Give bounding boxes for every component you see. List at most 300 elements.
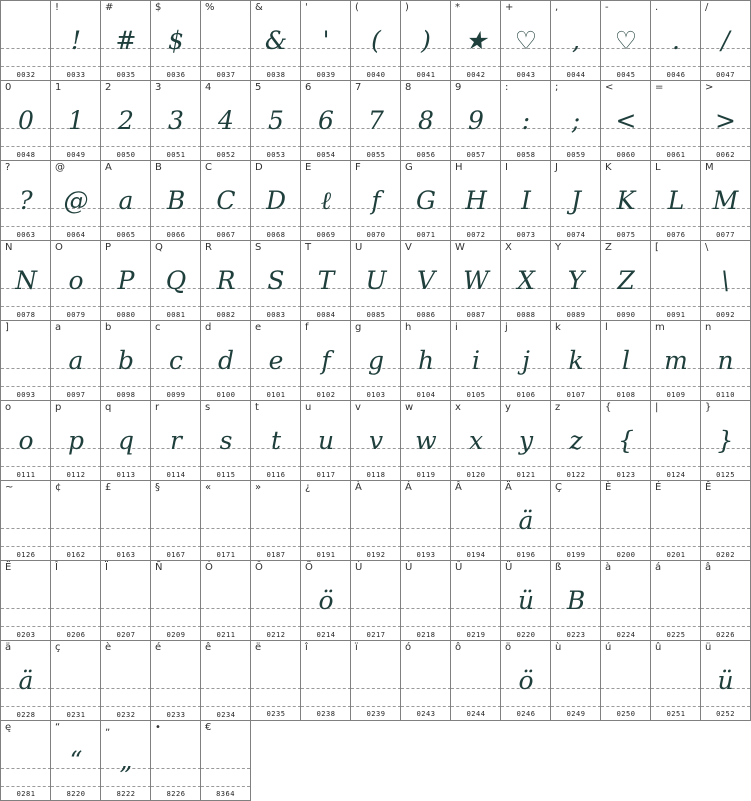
- glyph-sample: [51, 659, 101, 703]
- glyph-cell[interactable]: [700, 80, 751, 161]
- glyph-cell[interactable]: [0, 160, 51, 241]
- character-label: F: [355, 162, 361, 173]
- glyph-cell[interactable]: [0, 720, 51, 801]
- glyph-cell[interactable]: [350, 320, 401, 401]
- glyph-cell[interactable]: [150, 640, 201, 721]
- unicode-code: 8222: [116, 790, 136, 798]
- descender-guide: [651, 226, 701, 227]
- descender-guide: [301, 386, 351, 387]
- descender-guide: [51, 546, 101, 547]
- unicode-code: 8220: [66, 790, 86, 798]
- descender-guide: [401, 306, 451, 307]
- unicode-code: 0103: [366, 391, 386, 399]
- glyph-cell[interactable]: [250, 640, 301, 721]
- glyph-cell[interactable]: [700, 400, 751, 481]
- glyph-cell[interactable]: [550, 560, 601, 641]
- glyph-cell[interactable]: [350, 560, 401, 641]
- descender-guide: [151, 66, 201, 67]
- glyph-cell[interactable]: [50, 480, 101, 561]
- unicode-code: 0116: [266, 471, 286, 479]
- descender-guide: [701, 466, 750, 467]
- glyph-sample: [651, 659, 701, 703]
- glyph-cell[interactable]: [500, 0, 551, 81]
- glyph-cell[interactable]: [50, 0, 101, 81]
- glyph-cell[interactable]: [500, 480, 551, 561]
- glyph-cell[interactable]: [450, 640, 501, 721]
- unicode-code: 0037: [216, 71, 236, 79]
- glyph-cell[interactable]: [300, 480, 351, 561]
- glyph-cell[interactable]: [650, 0, 701, 81]
- glyph-cell[interactable]: [0, 400, 51, 481]
- unicode-code: 0187: [266, 551, 286, 559]
- character-label: v: [355, 402, 361, 413]
- glyph-cell[interactable]: [650, 320, 701, 401]
- glyph-sample: [651, 499, 701, 543]
- glyph-cell[interactable]: [150, 720, 201, 801]
- glyph-cell[interactable]: [250, 80, 301, 161]
- character-label: q: [105, 402, 112, 413]
- descender-guide: [51, 66, 101, 67]
- glyph-cell[interactable]: [100, 720, 151, 801]
- character-label: 1: [55, 82, 62, 93]
- glyph-cell[interactable]: [50, 320, 101, 401]
- glyph-sample: 2: [118, 106, 134, 135]
- glyph-cell[interactable]: [400, 240, 451, 321]
- descender-guide: [601, 546, 651, 547]
- character-label: .: [655, 2, 659, 13]
- glyph-cell[interactable]: [250, 480, 301, 561]
- glyph-cell[interactable]: [650, 160, 701, 241]
- glyph-cell[interactable]: [600, 320, 651, 401]
- glyph-cell[interactable]: [500, 640, 551, 721]
- descender-guide: [551, 66, 601, 67]
- descender-guide: [151, 706, 201, 707]
- unicode-code: 0086: [416, 311, 436, 319]
- glyph-cell[interactable]: [650, 400, 701, 481]
- glyph-cell[interactable]: [150, 0, 201, 81]
- character-label: Ó: [205, 562, 213, 573]
- glyph-cell[interactable]: [100, 0, 151, 81]
- character-label: M: [705, 162, 714, 173]
- glyph-sample: P: [117, 266, 135, 295]
- glyph-cell[interactable]: [500, 240, 551, 321]
- descender-guide: [651, 466, 701, 467]
- glyph-cell[interactable]: [350, 640, 401, 721]
- glyph-cell[interactable]: [50, 240, 101, 321]
- glyph-cell[interactable]: [350, 160, 401, 241]
- descender-guide: [201, 706, 251, 707]
- unicode-code: 0111: [16, 471, 36, 479]
- character-label: è: [105, 642, 112, 653]
- descender-guide: [351, 306, 401, 307]
- glyph-sample: [651, 419, 701, 463]
- unicode-code: 0047: [716, 71, 735, 79]
- glyph-cell[interactable]: [450, 240, 501, 321]
- glyph-sample: 1: [68, 106, 84, 135]
- glyph-cell[interactable]: [600, 640, 651, 721]
- glyph-cell[interactable]: [650, 560, 701, 641]
- glyph-cell[interactable]: [650, 480, 701, 561]
- character-label: ': [305, 2, 308, 13]
- glyph-cell[interactable]: [650, 240, 701, 321]
- unicode-code: 0089: [566, 311, 586, 319]
- glyph-cell[interactable]: [50, 640, 101, 721]
- unicode-code: 0065: [116, 231, 136, 239]
- descender-guide: [501, 706, 551, 707]
- glyph-sample: >: [715, 106, 736, 135]
- character-label: T: [305, 242, 312, 253]
- character-label: Ú: [405, 562, 413, 573]
- glyph-cell[interactable]: [500, 160, 551, 241]
- unicode-code: 0075: [616, 231, 636, 239]
- descender-guide: [701, 306, 750, 307]
- glyph-sample: [451, 659, 501, 703]
- glyph-cell[interactable]: [400, 80, 451, 161]
- unicode-code: 0049: [66, 151, 86, 159]
- glyph-cell[interactable]: [200, 80, 251, 161]
- descender-guide: [201, 306, 251, 307]
- glyph-cell[interactable]: [700, 560, 751, 641]
- glyph-cell[interactable]: [200, 240, 251, 321]
- descender-guide: [601, 626, 651, 627]
- glyph-cell[interactable]: [600, 240, 651, 321]
- glyph-cell[interactable]: [200, 320, 251, 401]
- glyph-sample: i: [472, 346, 480, 375]
- glyph-sample: [251, 579, 301, 623]
- glyph-cell[interactable]: [150, 160, 201, 241]
- descender-guide: [601, 146, 651, 147]
- glyph-sample: [151, 579, 201, 623]
- glyph-cell[interactable]: [200, 480, 251, 561]
- unicode-code: 0251: [666, 710, 686, 718]
- glyph-sample: M: [712, 186, 739, 215]
- descender-guide: [51, 706, 101, 707]
- glyph-cell[interactable]: [400, 0, 451, 81]
- glyph-sample: b: [117, 346, 134, 375]
- glyph-cell[interactable]: [100, 80, 151, 161]
- glyph-cell[interactable]: [300, 160, 351, 241]
- glyph-cell[interactable]: [0, 560, 51, 641]
- character-label: l: [605, 322, 608, 333]
- character-label: !: [55, 2, 60, 13]
- glyph-cell[interactable]: [150, 480, 201, 561]
- glyph-sample: [101, 579, 151, 623]
- glyph-cell[interactable]: [150, 400, 201, 481]
- glyph-cell[interactable]: [300, 400, 351, 481]
- glyph-cell[interactable]: [700, 480, 751, 561]
- unicode-code: 0232: [116, 711, 136, 719]
- glyph-cell[interactable]: [300, 320, 351, 401]
- glyph-cell[interactable]: [50, 160, 101, 241]
- glyph-cell[interactable]: [450, 80, 501, 161]
- glyph-sample: m: [664, 346, 688, 375]
- glyph-sample: x: [468, 426, 484, 455]
- glyph-cell[interactable]: [550, 480, 601, 561]
- glyph-cell[interactable]: [350, 240, 401, 321]
- glyph-cell[interactable]: [400, 320, 451, 401]
- glyph-sample: g: [367, 346, 384, 375]
- glyph-sample: [201, 659, 251, 703]
- glyph-cell[interactable]: [650, 80, 701, 161]
- glyph-sample: C: [216, 186, 236, 215]
- glyph-cell[interactable]: [300, 560, 351, 641]
- glyph-sample: [1, 19, 51, 63]
- glyph-sample: S: [267, 266, 285, 295]
- glyph-cell[interactable]: [250, 160, 301, 241]
- character-label: t: [255, 402, 259, 413]
- unicode-code: 0117: [316, 471, 336, 479]
- glyph-cell[interactable]: [350, 0, 401, 81]
- character-label: {: [605, 402, 612, 413]
- glyph-sample: Z: [617, 266, 635, 295]
- glyph-cell[interactable]: [100, 640, 151, 721]
- unicode-code: 8226: [166, 790, 186, 798]
- descender-guide: [701, 386, 750, 387]
- descender-guide: [351, 66, 401, 67]
- glyph-cell[interactable]: [400, 160, 451, 241]
- unicode-code: 0250: [616, 710, 636, 718]
- character-label: 7: [355, 82, 362, 93]
- glyph-cell[interactable]: [400, 480, 451, 561]
- glyph-cell[interactable]: [200, 640, 251, 721]
- character-label: K: [605, 162, 612, 173]
- character-label: €: [205, 722, 212, 733]
- glyph-sample: [151, 499, 201, 543]
- descender-guide: [351, 146, 401, 147]
- glyph-sample: 6: [318, 106, 334, 135]
- glyph-cell[interactable]: [450, 560, 501, 641]
- glyph-cell[interactable]: [100, 240, 151, 321]
- descender-guide: [101, 546, 151, 547]
- glyph-cell[interactable]: [450, 160, 501, 241]
- character-label: X: [505, 242, 512, 253]
- glyph-cell[interactable]: [250, 0, 301, 81]
- glyph-cell[interactable]: [500, 560, 551, 641]
- glyph-cell[interactable]: [350, 480, 401, 561]
- glyph-cell[interactable]: [450, 480, 501, 561]
- descender-guide: [501, 626, 551, 627]
- character-label: á: [655, 562, 662, 573]
- glyph-sample: [551, 499, 601, 543]
- glyph-cell[interactable]: [150, 80, 201, 161]
- glyph-cell[interactable]: [550, 320, 601, 401]
- glyph-cell[interactable]: [50, 400, 101, 481]
- descender-guide: [501, 66, 551, 67]
- glyph-cell[interactable]: [0, 320, 51, 401]
- unicode-code: 0071: [416, 231, 436, 239]
- character-label: Á: [405, 482, 412, 493]
- glyph-cell[interactable]: [450, 0, 501, 81]
- glyph-cell[interactable]: [600, 160, 651, 241]
- glyph-cell[interactable]: [300, 240, 351, 321]
- glyph-cell[interactable]: [600, 560, 651, 641]
- unicode-code: 0209: [166, 631, 186, 639]
- unicode-code: 0084: [316, 311, 336, 319]
- unicode-code: 0100: [216, 391, 236, 399]
- unicode-code: 0214: [316, 631, 336, 639]
- glyph-cell[interactable]: [700, 640, 751, 721]
- glyph-sample: [451, 579, 501, 623]
- glyph-cell[interactable]: [200, 560, 251, 641]
- glyph-cell[interactable]: [0, 640, 51, 721]
- glyph-cell[interactable]: [550, 640, 601, 721]
- glyph-cell[interactable]: [600, 0, 651, 81]
- glyph-cell[interactable]: [350, 80, 401, 161]
- glyph-cell[interactable]: [500, 400, 551, 481]
- unicode-code: 0093: [16, 391, 36, 399]
- glyph-cell[interactable]: [50, 560, 101, 641]
- glyph-sample: ä: [18, 666, 34, 695]
- glyph-cell[interactable]: [250, 240, 301, 321]
- glyph-cell[interactable]: [0, 240, 51, 321]
- glyph-cell[interactable]: [400, 400, 451, 481]
- glyph-cell[interactable]: [50, 80, 101, 161]
- glyph-cell[interactable]: [700, 0, 751, 81]
- glyph-cell[interactable]: [300, 80, 351, 161]
- unicode-code: 0219: [466, 631, 486, 639]
- descender-guide: [201, 146, 251, 147]
- unicode-code: 0193: [416, 551, 436, 559]
- descender-guide: [451, 386, 501, 387]
- glyph-cell[interactable]: [600, 400, 651, 481]
- glyph-cell[interactable]: [100, 480, 151, 561]
- glyph-cell[interactable]: [700, 320, 751, 401]
- descender-guide: [651, 626, 701, 627]
- glyph-cell[interactable]: [150, 560, 201, 641]
- glyph-sample: Y: [567, 266, 585, 295]
- unicode-code: 0035: [116, 71, 136, 79]
- glyph-sample: j: [522, 346, 530, 375]
- descender-guide: [551, 306, 601, 307]
- glyph-cell[interactable]: [250, 320, 301, 401]
- glyph-cell[interactable]: [200, 160, 251, 241]
- glyph-cell[interactable]: [350, 400, 401, 481]
- descender-guide: [101, 66, 151, 67]
- character-label: À: [355, 482, 362, 493]
- glyph-cell[interactable]: [300, 0, 351, 81]
- glyph-cell[interactable]: [550, 80, 601, 161]
- unicode-code: 0099: [166, 391, 186, 399]
- glyph-cell[interactable]: [550, 240, 601, 321]
- descender-guide: [551, 146, 601, 147]
- glyph-cell[interactable]: [450, 400, 501, 481]
- descender-guide: [151, 146, 201, 147]
- glyph-cell[interactable]: [150, 240, 201, 321]
- descender-guide: [401, 706, 451, 707]
- glyph-cell[interactable]: [700, 160, 751, 241]
- unicode-code: 0124: [666, 471, 686, 479]
- character-label: P: [105, 242, 112, 253]
- descender-guide: [301, 466, 351, 467]
- descender-guide: [451, 546, 501, 547]
- descender-guide: [651, 706, 701, 707]
- character-label: V: [405, 242, 412, 253]
- glyph-cell[interactable]: [550, 0, 601, 81]
- character-label: L: [655, 162, 661, 173]
- glyph-cell[interactable]: [700, 240, 751, 321]
- glyph-cell[interactable]: [0, 80, 51, 161]
- character-label: h: [405, 322, 412, 333]
- descender-guide: [151, 226, 201, 227]
- character-label: H: [455, 162, 463, 173]
- glyph-cell[interactable]: [0, 480, 51, 561]
- glyph-cell[interactable]: [600, 480, 651, 561]
- glyph-sample: a: [118, 186, 134, 215]
- character-label: c: [155, 322, 161, 333]
- character-label: W: [455, 242, 465, 253]
- glyph-sample: L: [667, 186, 685, 215]
- character-label: Ñ: [155, 562, 163, 573]
- glyph-cell[interactable]: [250, 400, 301, 481]
- glyph-cell[interactable]: [300, 640, 351, 721]
- glyph-cell[interactable]: [0, 0, 51, 81]
- glyph-cell[interactable]: [200, 720, 251, 801]
- glyph-sample: ♡: [514, 26, 538, 55]
- character-label: $: [155, 2, 162, 13]
- glyph-cell[interactable]: [100, 400, 151, 481]
- glyph-cell[interactable]: [100, 320, 151, 401]
- character-label: ę: [5, 722, 12, 733]
- glyph-cell[interactable]: [200, 0, 251, 81]
- descender-guide: [51, 306, 101, 307]
- descender-guide: [351, 466, 401, 467]
- glyph-cell[interactable]: [400, 560, 451, 641]
- glyph-cell[interactable]: [650, 640, 701, 721]
- glyph-cell[interactable]: [50, 720, 101, 801]
- unicode-code: 0101: [266, 391, 286, 399]
- glyph-sample: f: [321, 346, 331, 375]
- glyph-cell[interactable]: [450, 320, 501, 401]
- glyph-cell[interactable]: [550, 160, 601, 241]
- glyph-sample: [201, 579, 251, 623]
- character-label: Ü: [505, 562, 513, 573]
- glyph-sample: f: [371, 186, 381, 215]
- glyph-sample: z: [569, 426, 583, 455]
- glyph-cell[interactable]: [600, 80, 651, 161]
- character-label: „: [105, 722, 111, 733]
- unicode-code: 0092: [716, 311, 735, 319]
- unicode-code: 0202: [716, 551, 735, 559]
- glyph-sample: „: [119, 746, 133, 775]
- glyph-cell[interactable]: [400, 640, 451, 721]
- glyph-cell[interactable]: [500, 320, 551, 401]
- glyph-cell[interactable]: [550, 400, 601, 481]
- descender-guide: [251, 306, 301, 307]
- glyph-cell[interactable]: [100, 160, 151, 241]
- unicode-code: 0244: [466, 710, 486, 718]
- unicode-code: 0162: [66, 551, 86, 559]
- unicode-code: 0233: [166, 711, 186, 719]
- descender-guide: [451, 66, 501, 67]
- descender-guide: [51, 786, 101, 787]
- glyph-cell[interactable]: [100, 560, 151, 641]
- character-label: R: [205, 242, 212, 253]
- descender-guide: [651, 66, 701, 67]
- descender-guide: [51, 466, 101, 467]
- glyph-sample: K: [616, 186, 636, 215]
- glyph-cell[interactable]: [200, 400, 251, 481]
- unicode-code: 0066: [166, 231, 186, 239]
- character-label: &: [255, 2, 263, 13]
- glyph-cell[interactable]: [500, 80, 551, 161]
- character-label: S: [255, 242, 262, 253]
- glyph-sample: [201, 499, 251, 543]
- glyph-cell[interactable]: [250, 560, 301, 641]
- character-label: <: [605, 82, 614, 93]
- glyph-sample: u: [317, 426, 335, 455]
- glyph-cell[interactable]: [150, 320, 201, 401]
- glyph-sample: B: [566, 586, 586, 615]
